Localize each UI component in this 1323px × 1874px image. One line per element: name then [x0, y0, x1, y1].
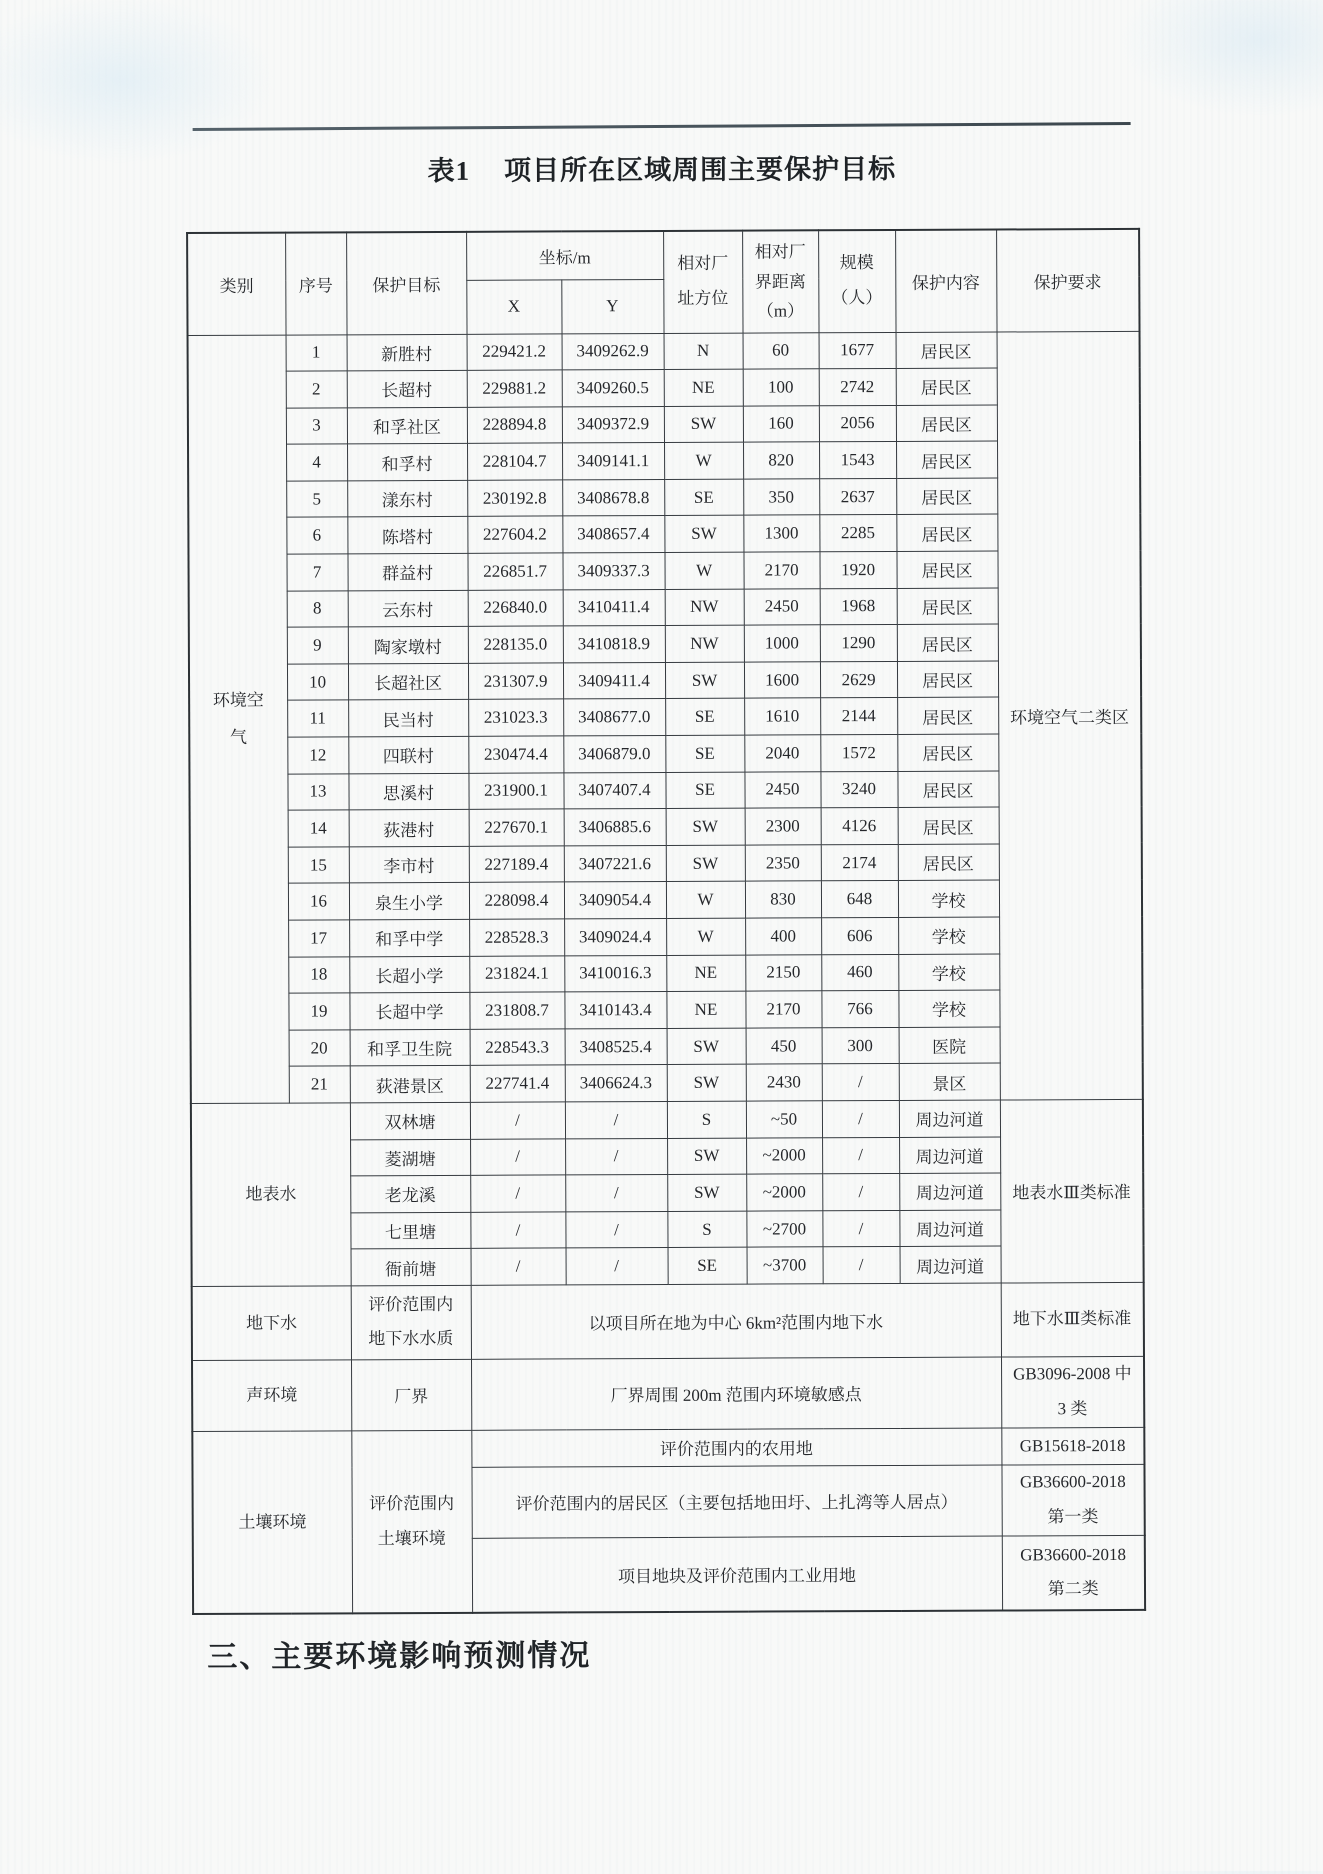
- index-cell: 6: [286, 517, 347, 554]
- table-row: [192, 1356, 1144, 1431]
- target-cell: 和孚中学: [349, 919, 469, 956]
- target-cell: 思溪村: [348, 773, 468, 810]
- content-cell: 景区: [899, 1063, 1000, 1100]
- header-direction: 相对厂 址方位: [663, 231, 742, 333]
- direction-cell: SE: [665, 699, 744, 736]
- coord-y-cell: /: [565, 1138, 667, 1175]
- distance-cell: 2450: [744, 588, 820, 625]
- distance-cell: ~3700: [747, 1247, 823, 1284]
- scale-cell: /: [822, 1137, 899, 1174]
- direction-cell: SE: [668, 1247, 747, 1284]
- direction-cell: S: [667, 1101, 746, 1138]
- content-cell: 医院: [899, 1027, 1000, 1064]
- table-row: [192, 1427, 1144, 1468]
- target-cell: 群益村: [347, 553, 467, 590]
- index-cell: 7: [286, 554, 347, 591]
- content-cell: 以项目所在地为中心 6km²范围内地下水: [471, 1283, 1001, 1359]
- content-cell: 居民区: [897, 697, 998, 734]
- scale-cell: 3240: [820, 771, 897, 808]
- direction-cell: SW: [667, 1028, 746, 1065]
- index-cell: 16: [288, 883, 349, 920]
- content-cell: 评价范围内的农用地: [471, 1428, 1001, 1467]
- index-cell: 4: [286, 444, 347, 481]
- coord-x-cell: /: [470, 1175, 565, 1212]
- header-coord-x: X: [466, 279, 561, 333]
- target-cell: 七里塘: [350, 1212, 470, 1249]
- content-cell: 周边河道: [899, 1210, 1000, 1247]
- category-cell: 地表水: [191, 1103, 351, 1287]
- direction-cell: SW: [666, 808, 745, 845]
- content-cell: 居民区: [898, 807, 999, 844]
- direction-cell: SW: [664, 406, 743, 443]
- table-row: [188, 331, 1140, 372]
- next-section-heading: 三、主要环境影响预测情况: [207, 1639, 592, 1674]
- direction-cell: N: [664, 333, 743, 370]
- direction-cell: NW: [665, 625, 744, 662]
- content-cell: 周边河道: [899, 1137, 1000, 1174]
- index-cell: 12: [287, 737, 348, 774]
- index-cell: 11: [287, 700, 348, 737]
- distance-cell: 1600: [744, 662, 820, 699]
- content-cell: 居民区: [897, 624, 998, 661]
- scale-cell: /: [822, 1210, 899, 1247]
- distance-cell: 2450: [744, 771, 820, 808]
- scale-cell: 2742: [819, 369, 896, 406]
- scale-cell: 2056: [819, 405, 896, 442]
- direction-cell: NE: [666, 991, 745, 1028]
- coord-x-cell: 231808.7: [469, 992, 564, 1029]
- coord-x-cell: 226840.0: [468, 590, 563, 627]
- distance-cell: ~50: [746, 1101, 822, 1138]
- coord-x-cell: /: [471, 1248, 566, 1285]
- coord-x-cell: 227604.2: [467, 516, 562, 553]
- direction-cell: SE: [665, 772, 744, 809]
- target-cell: 双林塘: [350, 1102, 470, 1139]
- target-cell: 云东村: [348, 590, 468, 627]
- header-content: 保护内容: [895, 230, 996, 332]
- coord-y-cell: 3410016.3: [564, 955, 666, 992]
- direction-cell: W: [666, 882, 745, 919]
- coord-x-cell: 231307.9: [468, 663, 563, 700]
- air-section: [188, 331, 1143, 1104]
- direction-cell: SW: [665, 662, 744, 699]
- coord-y-cell: 3409372.9: [562, 406, 664, 443]
- scale-cell: /: [822, 1100, 899, 1137]
- distance-cell: 2350: [745, 845, 821, 882]
- index-cell: 20: [289, 1030, 350, 1067]
- scale-cell: 300: [822, 1027, 899, 1064]
- target-cell: 民当村: [348, 700, 468, 737]
- target-cell: 泉生小学: [349, 883, 469, 920]
- index-cell: 18: [288, 956, 349, 993]
- coord-x-cell: 228543.3: [470, 1029, 565, 1066]
- coord-y-cell: 3406885.6: [564, 809, 666, 846]
- groundwater-section: [192, 1282, 1144, 1360]
- content-cell: 居民区: [896, 332, 997, 369]
- distance-cell: 2170: [743, 552, 819, 589]
- scale-cell: 1543: [819, 442, 896, 479]
- distance-cell: 820: [743, 442, 819, 479]
- direction-cell: NE: [664, 369, 743, 406]
- direction-cell: W: [664, 552, 743, 589]
- coord-y-cell: 3409262.9: [562, 333, 664, 370]
- table-label: 表1: [427, 155, 471, 187]
- coord-y-cell: 3409141.1: [562, 443, 664, 480]
- coord-y-cell: 3408525.4: [565, 1028, 667, 1065]
- coord-y-cell: /: [565, 1175, 667, 1212]
- coord-x-cell: 231900.1: [468, 773, 563, 810]
- requirement-cell: GB36600-2018 第二类: [1002, 1535, 1145, 1611]
- content-cell: 居民区: [898, 844, 999, 881]
- content-cell: 厂界周围 200m 范围内环境敏感点: [471, 1357, 1001, 1430]
- direction-cell: SE: [665, 735, 744, 772]
- direction-cell: NE: [666, 955, 745, 992]
- header-row-1: [187, 229, 1139, 281]
- category-cell: 地下水: [192, 1286, 351, 1361]
- distance-cell: 400: [745, 918, 821, 955]
- direction-cell: SW: [667, 1138, 746, 1175]
- direction-cell: SW: [664, 516, 743, 553]
- table-title-text: 项目所在区域周围主要保护目标: [504, 153, 897, 186]
- distance-cell: 2430: [746, 1064, 822, 1101]
- header-scale: 规模 （人）: [818, 230, 895, 332]
- scale-cell: 2285: [819, 515, 896, 552]
- content-cell: 评价范围内的居民区（主要包括地田圩、上扎湾等人居点）: [471, 1465, 1001, 1538]
- table-header: [187, 229, 1139, 335]
- coord-y-cell: /: [565, 1211, 667, 1248]
- distance-cell: 830: [745, 881, 821, 918]
- index-cell: 19: [288, 993, 349, 1030]
- category-cell: 声环境: [192, 1360, 351, 1432]
- target-cell: 长超中学: [349, 993, 469, 1030]
- coord-x-cell: 228528.3: [469, 919, 564, 956]
- index-cell: 8: [287, 591, 348, 628]
- content-cell: 居民区: [897, 588, 998, 625]
- coord-x-cell: /: [470, 1212, 565, 1249]
- coord-x-cell: 228894.8: [467, 407, 562, 444]
- requirement-cell: 地下水Ⅲ类标准: [1001, 1282, 1144, 1357]
- index-cell: 13: [287, 773, 348, 810]
- distance-cell: 1300: [743, 515, 819, 552]
- scale-cell: 1290: [820, 625, 897, 662]
- target-cell: 和孚村: [347, 444, 467, 481]
- coord-x-cell: 231023.3: [468, 699, 563, 736]
- requirement-cell: 地表水Ⅲ类标准: [1000, 1099, 1144, 1283]
- content-cell: 学校: [898, 880, 999, 917]
- content-cell: 周边河道: [900, 1246, 1001, 1283]
- target-cell: 评价范围内 地下水水质: [351, 1285, 471, 1360]
- distance-cell: 2170: [745, 991, 821, 1028]
- coord-x-cell: 227741.4: [470, 1065, 565, 1102]
- coord-x-cell: 229421.2: [467, 333, 562, 370]
- coord-y-cell: /: [566, 1248, 668, 1285]
- content-cell: 居民区: [897, 661, 998, 698]
- scale-cell: 1968: [820, 588, 897, 625]
- direction-cell: SE: [664, 479, 743, 516]
- scale-cell: 606: [821, 917, 898, 954]
- requirement-cell: GB15618-2018: [1001, 1427, 1144, 1465]
- target-cell: 衙前塘: [351, 1249, 471, 1286]
- coord-x-cell: 227189.4: [469, 846, 564, 883]
- coord-x-cell: 228104.7: [467, 443, 562, 480]
- table-row: [191, 1099, 1143, 1140]
- index-cell: 10: [287, 664, 348, 701]
- scale-cell: 460: [821, 954, 898, 991]
- index-cell: 3: [286, 408, 347, 445]
- coord-x-cell: 228135.0: [468, 626, 563, 663]
- scale-cell: 766: [821, 991, 898, 1028]
- coord-y-cell: 3407407.4: [563, 772, 665, 809]
- distance-cell: 1610: [744, 698, 820, 735]
- header-index: 序号: [285, 232, 346, 334]
- coord-y-cell: 3408678.8: [562, 479, 664, 516]
- coord-x-cell: 227670.1: [469, 809, 564, 846]
- distance-cell: 1000: [744, 625, 820, 662]
- target-cell: 长超小学: [349, 956, 469, 993]
- header-coordinates: 坐标/m: [466, 231, 663, 280]
- coord-x-cell: /: [470, 1138, 565, 1175]
- coord-x-cell: 230474.4: [468, 736, 563, 773]
- surface-water-section: [191, 1099, 1144, 1286]
- index-cell: 14: [288, 810, 349, 847]
- coord-x-cell: 226851.7: [467, 553, 562, 590]
- scale-cell: 4126: [821, 808, 898, 845]
- content-cell: 周边河道: [899, 1173, 1000, 1210]
- direction-cell: SW: [667, 1174, 746, 1211]
- content-cell: 居民区: [897, 734, 998, 771]
- scale-cell: 1920: [819, 552, 896, 589]
- coord-y-cell: 3409337.3: [562, 553, 664, 590]
- content-cell: 居民区: [897, 771, 998, 808]
- content-cell: 学校: [898, 954, 999, 991]
- scale-cell: 2144: [820, 698, 897, 735]
- coord-x-cell: 231824.1: [469, 956, 564, 993]
- index-cell: 9: [287, 627, 348, 664]
- scale-cell: 2629: [820, 661, 897, 698]
- coord-x-cell: 230192.8: [467, 480, 562, 517]
- distance-cell: 100: [743, 369, 819, 406]
- content-cell: 周边河道: [899, 1100, 1000, 1137]
- target-cell: 荻港村: [349, 810, 469, 847]
- distance-cell: ~2000: [746, 1174, 822, 1211]
- distance-cell: 2150: [745, 954, 821, 991]
- target-cell: 四联村: [348, 736, 468, 773]
- coord-y-cell: 3408657.4: [562, 516, 664, 553]
- header-coord-y: Y: [561, 279, 663, 333]
- target-cell: 厂界: [351, 1359, 471, 1431]
- direction-cell: W: [664, 442, 743, 479]
- coord-x-cell: 229881.2: [467, 370, 562, 407]
- header-category: 类别: [187, 233, 285, 335]
- content-cell: 居民区: [896, 441, 997, 478]
- index-cell: 17: [288, 920, 349, 957]
- target-cell: 老龙溪: [350, 1175, 470, 1212]
- scale-cell: 1677: [819, 332, 896, 369]
- scale-cell: /: [822, 1174, 899, 1211]
- requirement-cell: GB36600-2018 第一类: [1001, 1464, 1144, 1535]
- scale-cell: 1572: [820, 734, 897, 771]
- coord-y-cell: 3406624.3: [565, 1065, 667, 1102]
- index-cell: 15: [288, 847, 349, 884]
- coord-x-cell: /: [470, 1102, 565, 1139]
- distance-cell: 2040: [744, 735, 820, 772]
- index-cell: 5: [286, 481, 347, 518]
- content-cell: 居民区: [896, 514, 997, 551]
- target-cell: 长超村: [347, 370, 467, 407]
- content-cell: 居民区: [896, 478, 997, 515]
- coord-y-cell: 3408677.0: [563, 699, 665, 736]
- content-cell: 学校: [898, 990, 999, 1027]
- coord-y-cell: 3409411.4: [563, 662, 665, 699]
- protection-targets-table: [186, 228, 1146, 1615]
- index-cell: 2: [286, 371, 347, 408]
- index-cell: 1: [286, 334, 347, 371]
- coord-x-cell: 228098.4: [469, 882, 564, 919]
- header-distance: 相对厂 界距离 （m）: [742, 230, 818, 332]
- target-cell: 漾东村: [347, 480, 467, 517]
- distance-cell: 60: [743, 332, 819, 369]
- distance-cell: 350: [743, 479, 819, 516]
- coord-y-cell: 3406879.0: [563, 736, 665, 773]
- target-cell: 陈塔村: [347, 517, 467, 554]
- header-target: 保护目标: [346, 232, 466, 335]
- target-cell: 陶家墩村: [348, 627, 468, 664]
- coord-y-cell: 3410411.4: [563, 589, 665, 626]
- content-cell: 学校: [898, 917, 999, 954]
- table-title: [186, 146, 1138, 189]
- coord-y-cell: /: [565, 1101, 667, 1138]
- coord-y-cell: 3409260.5: [562, 370, 664, 407]
- direction-cell: SW: [666, 845, 745, 882]
- distance-cell: ~2000: [746, 1137, 822, 1174]
- content-cell: 居民区: [896, 405, 997, 442]
- content-cell: 项目地块及评价范围内工业用地: [472, 1536, 1002, 1613]
- target-cell: 长超社区: [348, 663, 468, 700]
- requirement-cell: 环境空气二类区: [997, 331, 1143, 1100]
- scale-cell: 648: [821, 881, 898, 918]
- scale-cell: /: [822, 1064, 899, 1101]
- scale-cell: 2174: [821, 844, 898, 881]
- coord-y-cell: 3409054.4: [564, 882, 666, 919]
- content-cell: 居民区: [896, 551, 997, 588]
- header-requirement: 保护要求: [996, 229, 1139, 332]
- distance-cell: 160: [743, 405, 819, 442]
- coord-y-cell: 3410818.9: [563, 626, 665, 663]
- direction-cell: NW: [665, 589, 744, 626]
- target-cell: 李市村: [349, 846, 469, 883]
- direction-cell: S: [667, 1211, 746, 1248]
- direction-cell: SW: [667, 1065, 746, 1102]
- coord-y-cell: 3410143.4: [564, 992, 666, 1029]
- category-cell: 环境空 气: [188, 335, 289, 1104]
- coord-y-cell: 3407221.6: [564, 845, 666, 882]
- scale-cell: /: [823, 1247, 900, 1284]
- distance-cell: 2300: [745, 808, 821, 845]
- index-cell: 21: [289, 1066, 350, 1103]
- page-header-rule: [193, 122, 1131, 131]
- requirement-cell: GB3096-2008 中 3 类: [1001, 1356, 1144, 1428]
- coord-y-cell: 3409024.4: [564, 918, 666, 955]
- table-row: [192, 1282, 1144, 1360]
- target-cell: 和孚社区: [347, 407, 467, 444]
- distance-cell: ~2700: [746, 1211, 822, 1248]
- target-cell: 和孚卫生院: [350, 1029, 470, 1066]
- target-cell: 新胜村: [347, 334, 467, 371]
- target-cell: 菱湖塘: [350, 1139, 470, 1176]
- scale-cell: 2637: [819, 478, 896, 515]
- category-cell: 土壤环境: [192, 1431, 352, 1614]
- target-cell: 评价范围内 土壤环境: [351, 1430, 472, 1613]
- content-cell: 居民区: [896, 368, 997, 405]
- target-cell: 荻港景区: [350, 1066, 470, 1103]
- noise-section: [192, 1356, 1144, 1431]
- soil-section: [192, 1427, 1145, 1614]
- distance-cell: 450: [746, 1028, 822, 1065]
- direction-cell: W: [666, 918, 745, 955]
